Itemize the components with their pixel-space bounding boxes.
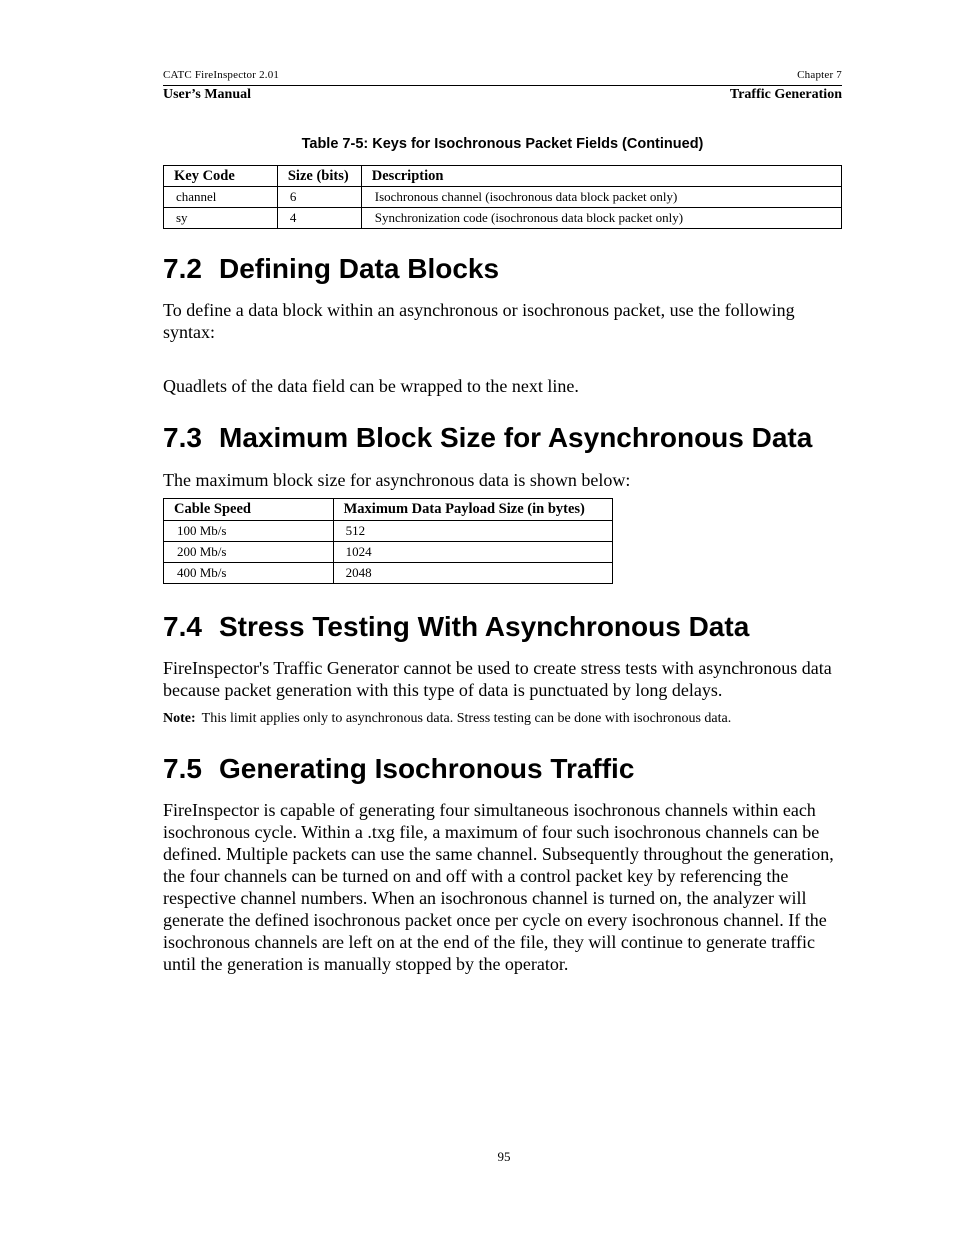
section-number: 7.5 [163,753,202,784]
table-cell: 2048 [333,563,612,584]
table-cell: 100 Mb/s [164,521,334,542]
table-cell: 200 Mb/s [164,542,334,563]
block-size-table [163,498,613,584]
note-text: This limit applies only to asynchronous data. Stress testing can be done with isochronous data. [201,711,732,726]
page-number: 95 [497,1149,511,1164]
column-header: Size (bits) [277,166,361,187]
table-cell: 6 [277,187,361,208]
header-rule [163,85,842,86]
note [163,710,842,728]
column-header: Description [361,166,841,187]
table-row [164,563,613,584]
table-cell: 1024 [333,542,612,563]
section-number: 7.3 [163,422,202,453]
keys-table [163,165,842,229]
table-cell: Isochronous channel (isochronous data block packet only) [361,187,841,208]
table-row [164,187,842,208]
section-title: Stress Testing With Asynchronous Data [219,611,750,642]
table-header-row [164,166,842,187]
table-cell: channel [164,187,278,208]
header-chapter: Chapter 7 [797,69,842,81]
column-header: Key Code [164,166,278,187]
column-header: Cable Speed [164,499,334,521]
table-cell: 400 Mb/s [164,563,334,584]
paragraph: To define a data block within an asynchronous or isochronous packet, use the following syntax: [163,300,795,342]
section-title: Generating Isochronous Traffic [219,753,635,784]
section-title: Defining Data Blocks [219,253,500,284]
table-row [164,542,613,563]
header-section: Traffic Generation [729,87,842,102]
paragraph: FireInspector's Traffic Generator cannot be used to create stress tests with asynchronous data because packet generation with this type of data is punctuated by long delays. [163,658,832,700]
note-label: Note: [163,711,196,726]
table-cell: 4 [277,208,361,229]
table-caption: Table 7-5: Keys for Isochronous Packet Fields (Continued) [301,136,704,152]
section-title: Maximum Block Size for Asynchronous Data [219,422,813,453]
header-product: CATC FireInspector 2.01 [163,69,280,81]
paragraph: FireInspector is capable of generating four simultaneous isochronous channels within each isochronous cycle. Within a .txg file, a maximum of four such isochronous channels can be defined. Multiple packets can use the same channel. Subsequently throughout the generation, the four channels can be turned on and off with a control packet key by referencing the respective channel numbers. When an isochronous channel is turned on, the analyzer will generate the defined isochronous packet once per cycle on every isochronous channel. If the isochronous channels are left on at the end of the file, they will continue to generate traffic until the generation is manually stopped by the operator. [163,800,834,974]
table-cell: 512 [333,521,612,542]
section-number: 7.4 [163,611,202,642]
paragraph: The maximum block size for asynchronous data is shown below: [163,470,631,490]
column-header: Maximum Data Payload Size (in bytes) [333,499,612,521]
table-header-row [164,499,613,521]
section-heading-7-2 [163,253,499,285]
table-row [164,208,842,229]
table-cell: Synchronization code (isochronous data block packet only) [361,208,841,229]
table-cell: sy [164,208,278,229]
table-row [164,521,613,542]
section-heading-7-5 [163,753,634,785]
header-manual: User’s Manual [163,87,252,102]
section-number: 7.2 [163,253,202,284]
paragraph: Quadlets of the data field can be wrapped to the next line. [163,376,579,396]
section-heading-7-3 [163,422,812,454]
section-heading-7-4 [163,611,749,643]
